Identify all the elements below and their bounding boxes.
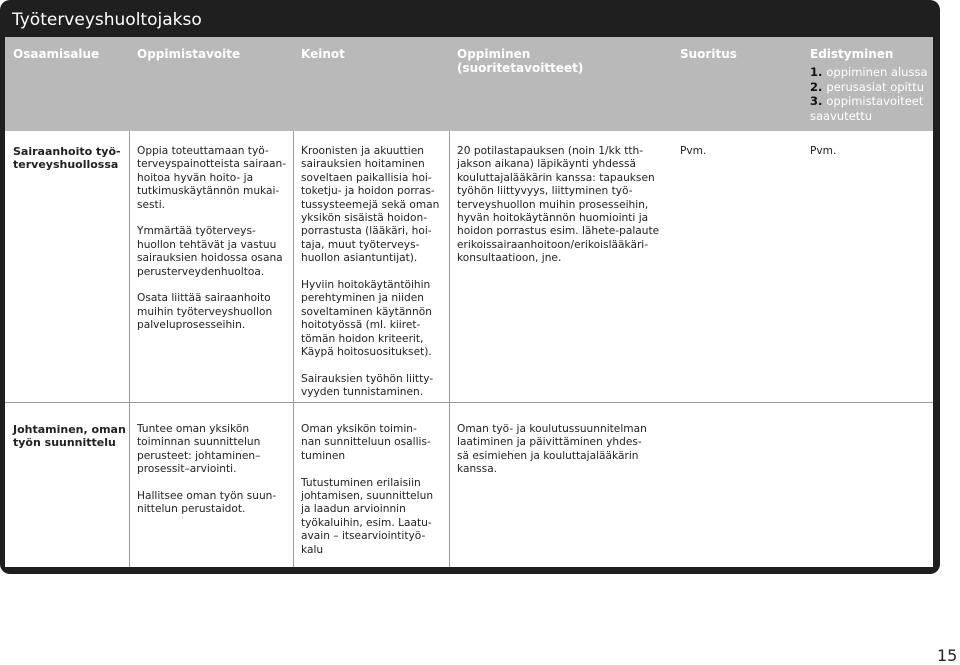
row-2-methods	[301, 423, 447, 557]
method-text: Hyviin hoitokäytäntöihin perehtyminen ja niiden soveltaminen käytännön hoitotyössä (ml. kiiret- tömän hoidon kriteerit, Käypä hoitosuositukset).	[301, 279, 432, 359]
goal-text: Tuntee oman yksikön toiminnan suunnittelun perusteet: johtaminen– prosessit–arviointi.	[137, 423, 261, 476]
method-text: Sairauksien työhön liitty- vyyden tunnistaminen.	[301, 372, 434, 399]
header-edistyminen	[810, 47, 928, 123]
progress-scale-item: 2. perusasiat opittu	[810, 79, 925, 94]
learning-text: Oman työ- ja koulutussuunnitelman laatiminen ja päivittäminen yhdes- sä esimiehen ja kouluttajalääkärin kanssa.	[457, 423, 647, 476]
row-1-edistyminen-date: Pvm.	[810, 145, 837, 157]
row-2-learning	[457, 423, 677, 477]
page-title: Työterveyshuoltojakso	[12, 10, 202, 30]
progress-scale-item: 3. oppimistavoiteet saavutettu	[810, 94, 924, 123]
header-oppiminen	[457, 47, 583, 75]
row-1-suoritus-date: Pvm.	[680, 145, 707, 157]
header-oppiminen-sub: (suoritetavoitteet)	[457, 61, 584, 75]
row-1-learning	[457, 145, 677, 266]
column-divider	[129, 131, 130, 567]
header-oppimistavoite: Oppimistavoite	[137, 47, 241, 61]
method-text: Oman yksikön toimin- nan sunnitteluun osallis- tuminen	[301, 423, 431, 462]
row-1-area: Sairaanhoito työ- terveyshuollossa	[13, 145, 121, 172]
goal-text: Ymmärtää työterveys- huollon tehtävät ja vastuu sairauksien hoidossa osana perusterveydenhuoltoa.	[137, 225, 283, 278]
header-keinot: Keinot	[301, 47, 345, 61]
row-1-methods	[301, 145, 447, 400]
header-osaamisalue: Osaamisalue	[13, 47, 100, 61]
method-text: Tutustuminen erilaisiin johtamisen, suunnittelun ja laadun arvioinnin työkaluihin, esim. Laatu- avain – itsearviointityö- kalu	[301, 476, 434, 556]
method-text: Kroonisten ja akuuttien sairauksien hoitaminen soveltaen paikallisia hoi- toketju- ja hoidon porras- tussysteemejä sekä oman yksikön sisäistä hoidon- porrastusta (lääkäri, hoi- taja, muut työterveys- huollon asiantuntijat).	[301, 145, 440, 265]
page-number: 15	[937, 646, 958, 665]
row-2-area: Johtaminen, oman työn suunnittelu	[13, 423, 126, 450]
header-suoritus: Suoritus	[680, 47, 737, 61]
row-1-goals	[137, 145, 287, 333]
row-2-goals	[137, 423, 287, 517]
goal-text: Osata liittää sairaanhoito muihin työterveyshuollon palveluprosesseihin.	[137, 292, 273, 332]
table	[5, 37, 933, 567]
header-oppiminen-title: Oppiminen	[457, 47, 531, 61]
column-divider	[449, 131, 450, 567]
header-edistyminen-title: Edistyminen	[810, 47, 894, 61]
goal-text: Hallitsee oman työn suun- nittelun perustaidot.	[137, 490, 277, 516]
column-divider	[293, 131, 294, 567]
progress-scale-list	[810, 65, 928, 123]
goal-text: Oppia toteuttamaan työ- terveyspainotteista sairaan- hoitoa hyvän hoito- ja tutkimuskäytännön mukai- sesti.	[137, 145, 287, 211]
row-divider	[5, 402, 933, 403]
table-header	[5, 37, 933, 131]
progress-scale-item: 1. oppiminen alussa	[810, 65, 928, 79]
learning-text: 20 potilastapauksen (noin 1/kk tth- jakson aikana) läpikäynti yhdessä kouluttajalääkärin kanssa: tapauksen työhön liittyvyys, liittyminen työ- terveyshuollon muihin prosesseihin, hyvän hoitokäytännön huomiointi ja hoidon porrastus esim. lähete-palaute erikoissairaanhoitoon/erikoislääkäri- konsultaatioon, jne.	[457, 145, 660, 265]
